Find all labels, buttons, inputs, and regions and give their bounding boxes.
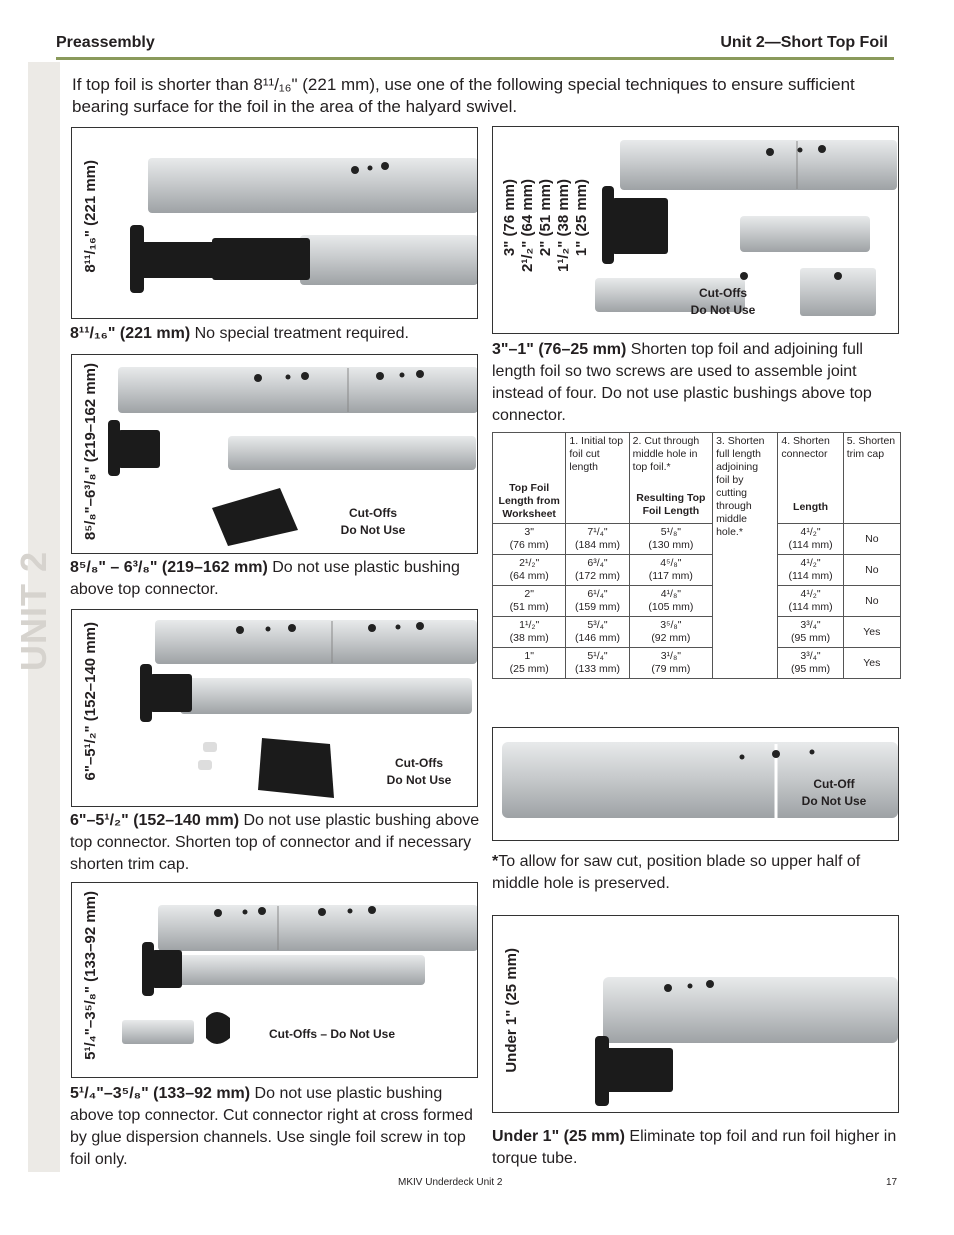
table-row: 3" (76 mm) 7¹/₄" (184 mm) 5¹/₈" (130 mm) 4¹/₂" (114 mm) No bbox=[493, 524, 901, 555]
table-row: 1" (25 mm) 5¹/₄" (133 mm) 3¹/₈" (79 mm) 3³/₄" (95 mm) Yes bbox=[493, 648, 901, 679]
panel-5-label-3: 2" (51 mm) bbox=[537, 179, 554, 257]
side-tab-label: UNIT 2 bbox=[13, 551, 54, 672]
caption-6: *To allow for saw cut, position blade so upper half of middle hole is preserved. bbox=[492, 853, 861, 892]
panel-2-cutoff-label: Cut-Offs Do Not Use bbox=[340, 506, 406, 537]
panel-6-cutoff-label: Cut-Off Do Not Use bbox=[801, 777, 867, 808]
panel-4-cutoff-label: Cut-Offs – Do Not Use bbox=[269, 1027, 395, 1041]
panel-1 bbox=[71, 127, 478, 319]
table-row: 2" (51 mm) 6¹/₄" (159 mm) 4¹/₈" (105 mm) 4¹/₂" (114 mm) No bbox=[493, 586, 901, 617]
section-title: Preassembly bbox=[56, 34, 155, 51]
table-row: 1¹/₂" (38 mm) 5³/₄" (146 mm) 3⁵/₈" (92 mm) 3³/₄" (95 mm) Yes bbox=[493, 617, 901, 648]
panel-7-label: Under 1" (25 mm) bbox=[503, 948, 520, 1073]
panel-5-label-1: 3" (76 mm) bbox=[501, 179, 518, 257]
header-shorten-trim-cap: 5. Shorten trim cap bbox=[843, 433, 900, 524]
table-header-row bbox=[493, 433, 901, 524]
caption-2: 8⁵/₈" – 6³/₈" (219–162 mm) Do not use plastic bushing above top connector. bbox=[70, 559, 460, 598]
panel-3-cutoff-label: Cut-Offs Do Not Use bbox=[386, 756, 452, 787]
footer-document-name: MKIV Underdeck Unit 2 bbox=[398, 1177, 503, 1188]
caption-3: 6"–5¹/₂" (152–140 mm) Do not use plastic bushing above top connector. Shorten top of connector and if necessary shorten trim cap. bbox=[70, 812, 480, 873]
panel-6 bbox=[492, 727, 899, 841]
unit-title: Unit 2—Short Top Foil bbox=[720, 34, 888, 51]
header-top-foil-length: Top Foil Length from Worksheet bbox=[493, 433, 566, 524]
panel-2 bbox=[71, 354, 478, 554]
panel-1-label: 8¹¹/₁₆" (221 mm) bbox=[82, 160, 99, 273]
panel-5 bbox=[492, 126, 899, 334]
panel-7 bbox=[492, 915, 899, 1113]
panel-2-label: 8⁵/₈"–6³/₈" (219–162 mm) bbox=[82, 363, 99, 541]
panel-3 bbox=[71, 609, 478, 807]
header-initial-cut: 1. Initial top foil cut length bbox=[566, 433, 629, 524]
panel-5-cutoff-label: Cut-Offs Do Not Use bbox=[690, 286, 756, 317]
panel-4 bbox=[71, 882, 478, 1078]
panel-5-label-2: 2¹/₂" (64 mm) bbox=[519, 179, 536, 272]
caption-1: 8¹¹/₁₆" (221 mm) No special treatment required. bbox=[70, 325, 409, 342]
caption-5: 3"–1" (76–25 mm) Shorten top foil and adjoining full length foil so two screws are used to assemble joint instead of four. Do not use plastic bushings above top connector. bbox=[492, 341, 872, 424]
panel-4-label: 5¹/₄"–3⁵/₈" (133–92 mm) bbox=[82, 891, 99, 1060]
table-row: 2¹/₂" (64 mm) 6³/₄" (172 mm) 4⁵/₈" (117 mm) 4¹/₂" (114 mm) No bbox=[493, 555, 901, 586]
header-shorten-connector: 4. Shorten connector Length bbox=[778, 433, 843, 524]
header-resulting-length: 2. Cut through middle hole in top foil.* Resulting Top Foil Length bbox=[629, 433, 712, 524]
panel-5-label-5: 1" (25 mm) bbox=[573, 179, 590, 257]
panel-5-label-4: 1¹/₂" (38 mm) bbox=[555, 179, 572, 272]
caption-7: Under 1" (25 mm) Eliminate top foil and run foil higher in torque tube. bbox=[492, 1128, 897, 1167]
header-shorten-full-length: 3. Shorten full length adjoining foil by cutting through middle hole.* bbox=[713, 433, 778, 679]
cut-length-table bbox=[492, 432, 901, 679]
page-number: 17 bbox=[886, 1177, 898, 1188]
panel-3-label: 6"–5¹/₂" (152–140 mm) bbox=[82, 622, 99, 781]
intro-paragraph: If top foil is shorter than 8¹¹/₁₆" (221 mm), use one of the following special techniques to ensure sufficient bearing surface for the foil in the area of the halyard swivel. bbox=[72, 75, 855, 116]
caption-4: 5¹/₄"–3⁵/₈" (133–92 mm) Do not use plastic bushing above top connector. Cut connector right at cross formed by glue dispersion channels. Use single foil screw in top foil only. bbox=[70, 1085, 473, 1168]
